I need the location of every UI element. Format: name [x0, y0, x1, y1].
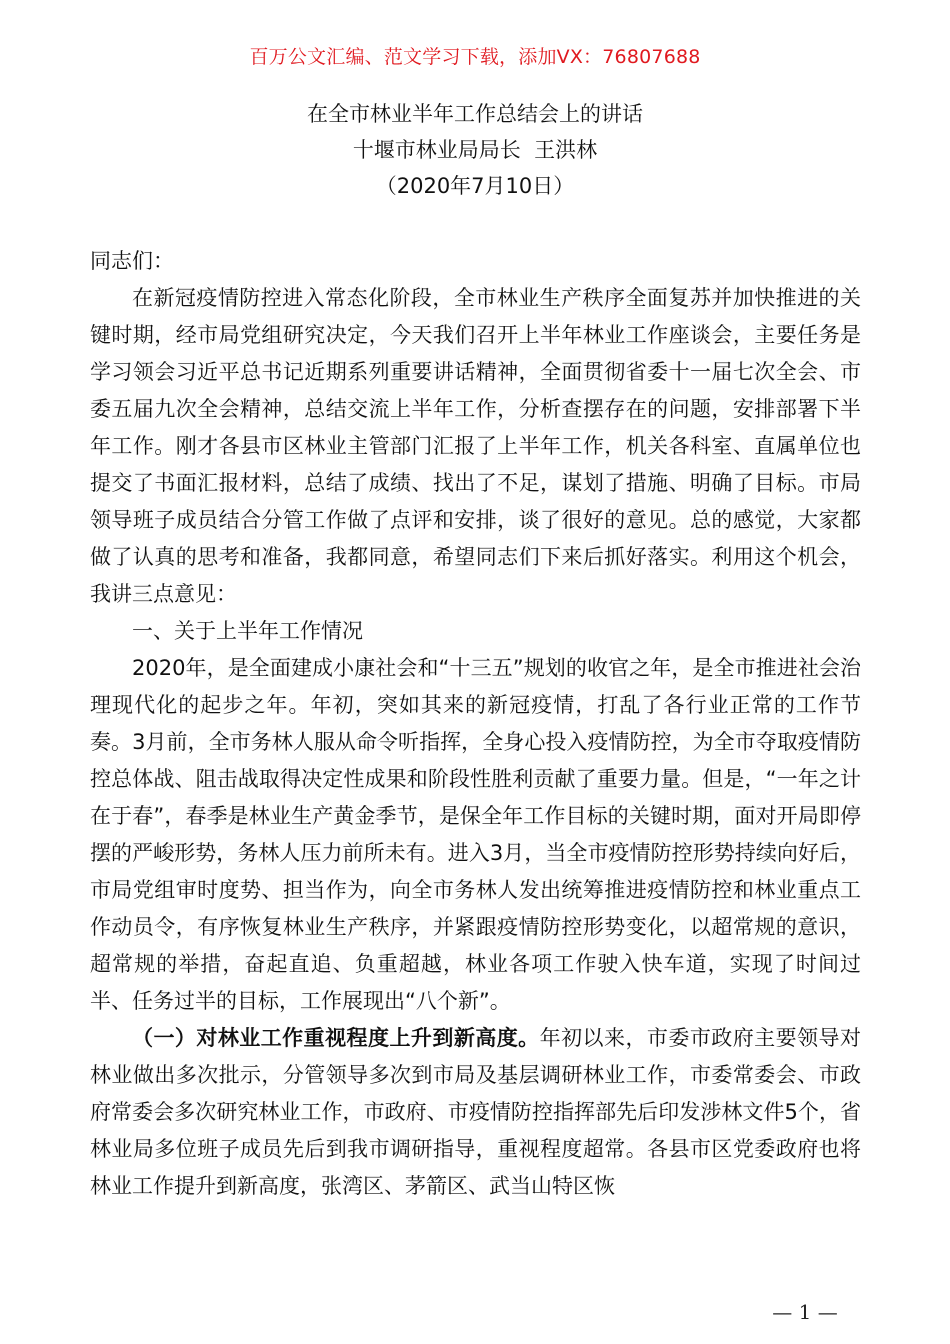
watermark-banner: 百万公文汇编、范文学习下载，添加VX：76807688	[249, 46, 701, 68]
subsection-paragraph	[90, 1020, 861, 1205]
date-line: （2020年7月10日）	[375, 174, 575, 198]
subsection-heading: （一）对林业工作重视程度上升到新高度。	[132, 1026, 540, 1050]
salutation: 同志们：	[90, 249, 174, 273]
document-title: 在全市林业半年工作总结会上的讲话	[307, 102, 643, 126]
intro-paragraph: 在新冠疫情防控进入常态化阶段，全市林业生产秩序全面复苏并加快推进的关键时期，经市局党组研究决定，今天我们召开上半年林业工作座谈会，主要任务是学习领会习近平总书记近期系列重要讲话精神，全面贯彻省委十一届七次全会、市委五届九次全会精神，总结交流上半年工作，分析查摆存在的问题，安排部署下半年工作。刚才各县市区林业主管部门汇报了上半年工作，机关各科室、直属单位也提交了书面汇报材料，总结了成绩、找出了不足，谋划了措施、明确了目标。市局领导班子成员结合分管工作做了点评和安排，谈了很好的意见。总的感觉，大家都做了认真的思考和准备，我都同意，希望同志们下来后抓好落实。利用这个机会，我讲三点意见：	[90, 286, 861, 606]
page-number: — 1 —	[772, 1300, 838, 1324]
subsection-text: 年初以来，市委市政府主要领导对林业做出多次批示，分管领导多次到市局及基层调研林业工作，市委常委会、市政府常委会多次研究林业工作，市政府、市疫情防控指挥部先后印发涉林文件5个，省林业局多位班子成员先后到我市调研指导，重视程度超常。各县市区党委政府也将林业工作提升到新高度，张湾区、茅箭区、武当山特区恢	[90, 1026, 862, 1198]
speaker-line: 十堰市林业局局长 王洪林	[352, 138, 598, 162]
title-block	[0, 96, 950, 204]
document-body	[90, 243, 861, 1205]
section-heading: 一、关于上半年工作情况	[132, 619, 363, 643]
section-paragraph: 2020年，是全面建成小康社会和“十三五”规划的收官之年，是全市推进社会治理现代化的起步之年。年初，突如其来的新冠疫情，打乱了各行业正常的工作节奏。3月前，全市务林人服从命令听指挥，全身心投入疫情防控，为全市夺取疫情防控总体战、阻击战取得决定性成果和阶段性胜利贡献了重要力量。但是，“一年之计在于春”，春季是林业生产黄金季节，是保全年工作目标的关键时期，面对开局即停摆的严峻形势，务林人压力前所未有。进入3月，当全市疫情防控形势持续向好后，市局党组审时度势、担当作为，向全市务林人发出统筹推进疫情防控和林业重点工作动员令，有序恢复林业生产秩序，并紧跟疫情防控形势变化，以超常规的意识，超常规的举措，奋起直追、负重超越，林业各项工作驶入快车道，实现了时间过半、任务过半的目标，工作展现出“八个新”。	[90, 656, 861, 1013]
